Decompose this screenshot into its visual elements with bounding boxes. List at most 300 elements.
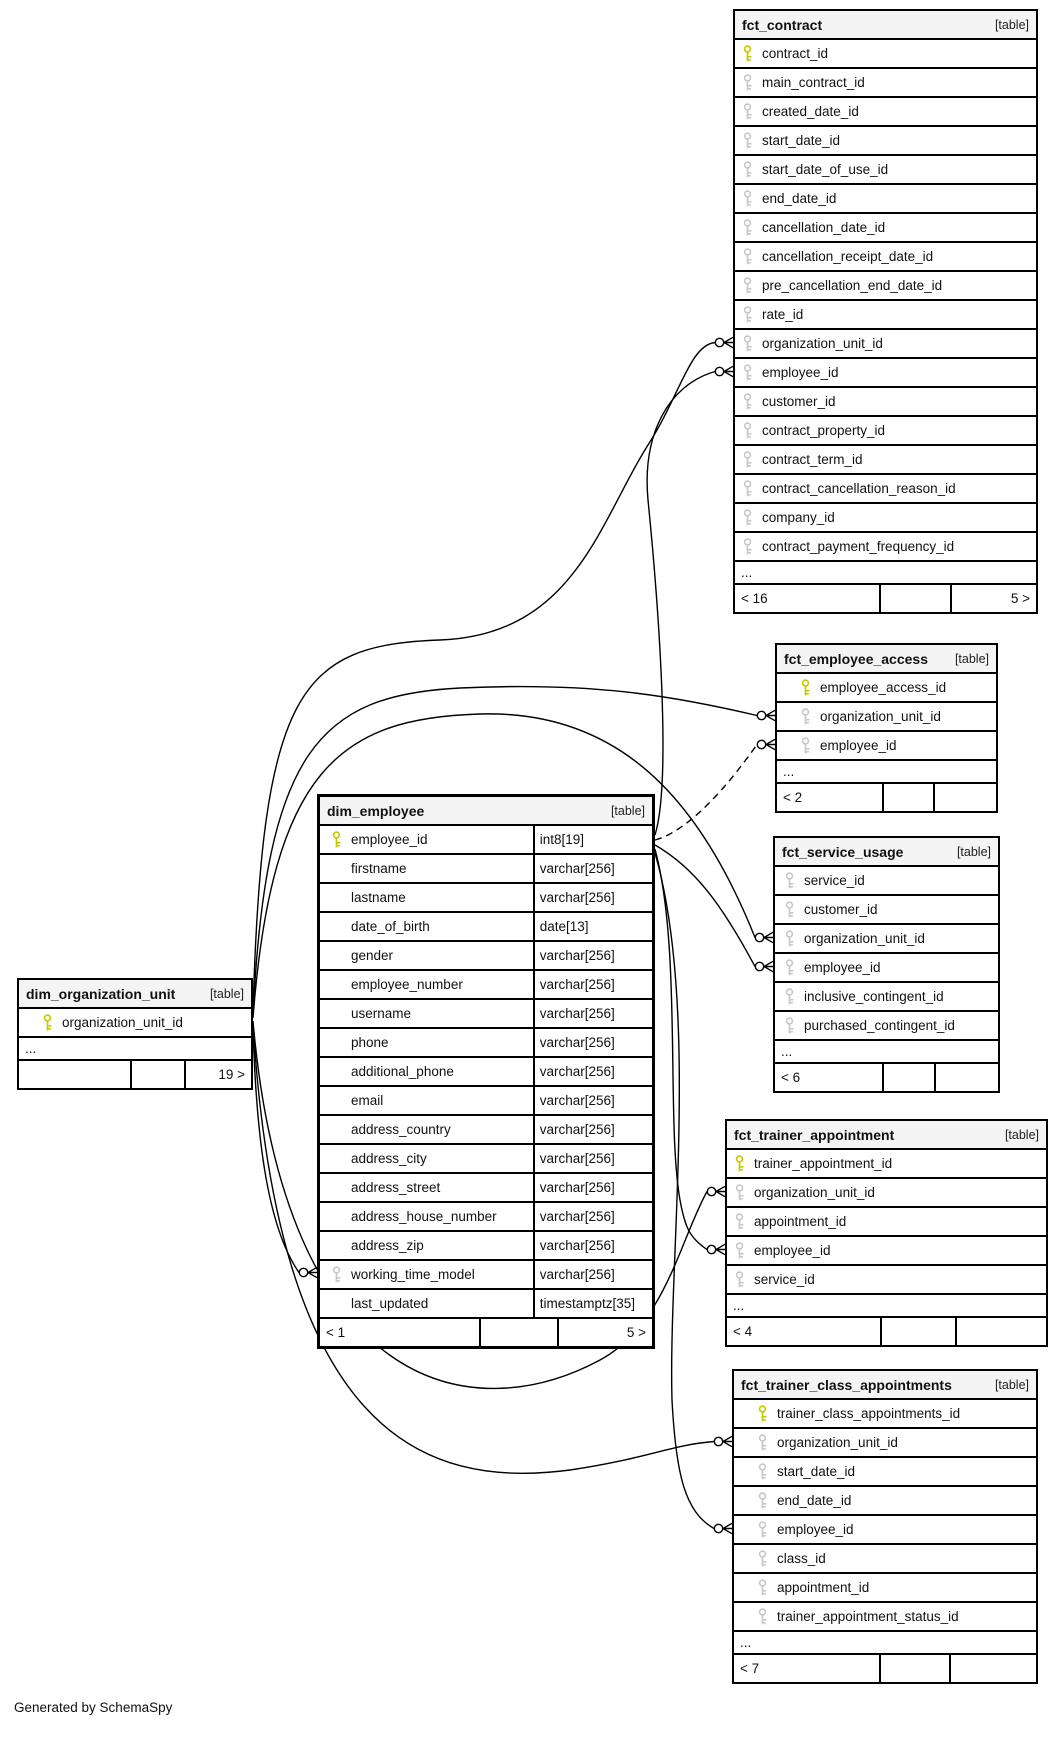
foreign-key-icon: [742, 74, 753, 91]
foreign-key-icon: [784, 988, 795, 1005]
column-row-fct_employee_access-employee_id: [777, 732, 996, 761]
foreign-key-icon: [800, 708, 811, 725]
footer-parents-count: < 2: [783, 790, 803, 805]
column-name: trainer_appointment_id: [754, 1156, 893, 1171]
column-row-fct_trainer_class_appointments-appointment_id: [734, 1574, 1036, 1603]
column-row-dim_employee-address_city: [320, 1145, 652, 1174]
table-node-dim_organization_unit: [17, 978, 253, 1090]
key-slot: [741, 132, 754, 149]
relationship-dim_employee.employee_id-to-fct_contract.employee_id: [647, 372, 715, 836]
more-columns-ellipsis: ...: [735, 562, 1036, 585]
key-slot: [741, 219, 754, 236]
table-node-fct_employee_access: [775, 643, 998, 813]
foreign-key-icon: [742, 335, 753, 352]
foreign-key-icon: [757, 1492, 768, 1509]
column-row-fct_trainer_class_appointments-class_id: [734, 1545, 1036, 1574]
table-tag: [table]: [610, 803, 645, 818]
key-slot: [783, 988, 796, 1005]
column-name: address_city: [351, 1151, 427, 1166]
column-name: firstname: [351, 861, 407, 876]
footer-children-count: [951, 1655, 1036, 1682]
column-name: rate_id: [762, 307, 804, 322]
primary-key-icon: [800, 679, 811, 696]
key-slot: [733, 1242, 746, 1259]
foreign-key-icon: [742, 103, 753, 120]
footer-children-count: [936, 1064, 998, 1091]
column-row-fct_contract-company_id: [735, 504, 1036, 533]
column-name: appointment_id: [777, 1580, 870, 1595]
foreign-key-icon: [742, 219, 753, 236]
column-name: trainer_appointment_status_id: [777, 1609, 959, 1624]
column-type: varchar[256]: [533, 1203, 652, 1230]
table-node-dim_employee: [317, 794, 655, 1349]
column-name: username: [351, 1006, 412, 1021]
column-name: company_id: [762, 510, 835, 525]
table-tag: [table]: [956, 844, 991, 859]
column-row-fct_contract-main_contract_id: [735, 69, 1036, 98]
column-row-fct_service_usage-service_id: [775, 867, 998, 896]
foreign-key-icon: [742, 422, 753, 439]
foreign-key-icon: [742, 132, 753, 149]
key-slot: [741, 335, 754, 352]
column-name: employee_id: [777, 1522, 854, 1537]
column-name: appointment_id: [754, 1214, 847, 1229]
key-slot: [783, 930, 796, 947]
table-tag: [table]: [209, 986, 244, 1001]
column-name: employee_id: [804, 960, 881, 975]
column-name: class_id: [777, 1551, 826, 1566]
nullable-circle-connector: [714, 1524, 722, 1532]
column-name: end_date_id: [777, 1493, 852, 1508]
foreign-key-icon: [742, 538, 753, 555]
column-name: additional_phone: [351, 1064, 454, 1079]
crows-foot-connector: [724, 337, 733, 347]
key-slot: [741, 190, 754, 207]
column-name: inclusive_contingent_id: [804, 989, 944, 1004]
column-name: contract_property_id: [762, 423, 886, 438]
table-footer-fct_trainer_appointment: [727, 1318, 1046, 1345]
table-node-fct_contract: [733, 9, 1038, 614]
relationship-dim_employee.employee_id-to-fct_employee_access.employee_id: [655, 745, 757, 841]
column-type: varchar[256]: [533, 1116, 652, 1143]
column-row-dim_employee-gender: [320, 942, 652, 971]
footer-parents-count: < 6: [781, 1070, 801, 1085]
column-name: start_date_id: [777, 1464, 856, 1479]
table-header-dim_organization_unit: [19, 980, 251, 1009]
column-row-fct_contract-contract_term_id: [735, 446, 1036, 475]
column-name: phone: [351, 1035, 389, 1050]
column-name: employee_id: [820, 738, 897, 753]
key-slot: [799, 737, 812, 754]
column-row-dim_employee-username: [320, 1000, 652, 1029]
column-row-dim_employee-working_time_model: [320, 1261, 652, 1290]
column-name: email: [351, 1093, 384, 1108]
footer-middle-cell: [882, 784, 935, 811]
column-name: service_id: [754, 1272, 815, 1287]
column-row-fct_contract-contract_property_id: [735, 417, 1036, 446]
column-row-dim_employee-additional_phone: [320, 1058, 652, 1087]
column-row-dim_employee-address_country: [320, 1116, 652, 1145]
column-row-fct_service_usage-employee_id: [775, 954, 998, 983]
column-row-dim_employee-lastname: [320, 884, 652, 913]
column-type: varchar[256]: [533, 942, 652, 969]
column-name: date_of_birth: [351, 919, 430, 934]
column-row-fct_contract-pre_cancellation_end_date_id: [735, 272, 1036, 301]
column-name: trainer_class_appointments_id: [777, 1406, 961, 1421]
footer-children-count: 19 >: [218, 1067, 245, 1082]
table-header-fct_contract: [735, 11, 1036, 40]
foreign-key-icon: [742, 364, 753, 381]
key-slot: [756, 1608, 769, 1625]
nullable-circle-connector: [757, 711, 765, 719]
column-name: purchased_contingent_id: [804, 1018, 955, 1033]
column-row-fct_trainer_appointment-service_id: [727, 1266, 1046, 1295]
footer-parents-count: < 16: [741, 591, 768, 606]
foreign-key-icon: [757, 1579, 768, 1596]
key-slot: [741, 393, 754, 410]
foreign-key-icon: [734, 1184, 745, 1201]
footer-middle-cell: [880, 1318, 957, 1345]
key-slot: [733, 1155, 746, 1172]
column-row-fct_employee_access-organization_unit_id: [777, 703, 996, 732]
footer-children-count: 5 >: [626, 1325, 646, 1340]
table-header-fct_employee_access: [777, 645, 996, 674]
key-slot: [733, 1213, 746, 1230]
foreign-key-icon: [331, 1266, 342, 1283]
key-slot: [741, 248, 754, 265]
table-header-dim_employee: [320, 797, 652, 826]
column-name: organization_unit_id: [62, 1015, 183, 1030]
nullable-circle-connector: [714, 1437, 722, 1445]
column-row-fct_contract-cancellation_date_id: [735, 214, 1036, 243]
column-row-dim_employee-employee_id: [320, 826, 652, 855]
column-row-dim_employee-email: [320, 1087, 652, 1116]
table-header-fct_service_usage: [775, 838, 998, 867]
column-name: contract_payment_frequency_id: [762, 539, 955, 554]
column-name: employee_id: [754, 1243, 831, 1258]
column-row-dim_employee-last_updated: [320, 1290, 652, 1319]
column-row-dim_organization_unit-organization_unit_id: [19, 1009, 251, 1038]
key-slot: [741, 509, 754, 526]
column-name: created_date_id: [762, 104, 859, 119]
column-row-dim_employee-firstname: [320, 855, 652, 884]
column-row-fct_trainer_class_appointments-start_date_id: [734, 1458, 1036, 1487]
table-footer-fct_employee_access: [777, 784, 996, 811]
column-type: date[13]: [533, 913, 652, 940]
key-slot: [741, 277, 754, 294]
table-tag: [table]: [954, 651, 989, 666]
column-row-fct_contract-created_date_id: [735, 98, 1036, 127]
key-slot: [741, 103, 754, 120]
key-slot: [41, 1014, 54, 1031]
foreign-key-icon: [800, 737, 811, 754]
foreign-key-icon: [757, 1521, 768, 1538]
column-row-dim_employee-phone: [320, 1029, 652, 1058]
key-slot: [741, 161, 754, 178]
key-slot: [733, 1184, 746, 1201]
column-row-fct_trainer_class_appointments-employee_id: [734, 1516, 1036, 1545]
column-name: organization_unit_id: [804, 931, 925, 946]
column-type: varchar[256]: [533, 1029, 652, 1056]
foreign-key-icon: [742, 480, 753, 497]
table-tag: [table]: [994, 17, 1029, 32]
foreign-key-icon: [757, 1550, 768, 1567]
primary-key-icon: [734, 1155, 745, 1172]
column-row-fct_trainer_class_appointments-organization_unit_id: [734, 1429, 1036, 1458]
table-footer-fct_contract: [735, 585, 1036, 612]
footer-middle-cell: [879, 1655, 951, 1682]
table-header-fct_trainer_class_appointments: [734, 1371, 1036, 1400]
foreign-key-icon: [734, 1271, 745, 1288]
column-name: cancellation_receipt_date_id: [762, 249, 934, 264]
column-row-fct_contract-contract_payment_frequency_id: [735, 533, 1036, 562]
relationship-dim_employee.employee_id-to-fct_service_usage.employee_id: [655, 845, 755, 967]
footer-parents-count: < 4: [733, 1324, 753, 1339]
column-name: working_time_model: [351, 1267, 475, 1282]
relationship-dim_employee.employee_id-to-fct_trainer_appointment.employee_id: [655, 849, 707, 1250]
more-columns-ellipsis: ...: [727, 1295, 1046, 1318]
footer-middle-cell: [879, 585, 951, 612]
crows-foot-connector: [764, 961, 773, 971]
crows-foot-connector: [764, 932, 773, 942]
column-type: varchar[256]: [533, 1232, 652, 1259]
footer-children-count: 5 >: [1010, 591, 1030, 606]
column-row-dim_employee-address_zip: [320, 1232, 652, 1261]
column-row-dim_employee-date_of_birth: [320, 913, 652, 942]
footer-middle-cell: [882, 1064, 936, 1091]
primary-key-icon: [331, 831, 342, 848]
column-row-fct_trainer_appointment-appointment_id: [727, 1208, 1046, 1237]
foreign-key-icon: [784, 959, 795, 976]
column-type: varchar[256]: [533, 855, 652, 882]
column-row-dim_employee-address_street: [320, 1174, 652, 1203]
nullable-circle-connector: [715, 367, 723, 375]
foreign-key-icon: [742, 277, 753, 294]
footer-children-count: [935, 784, 996, 811]
foreign-key-icon: [734, 1242, 745, 1259]
nullable-circle-connector: [755, 933, 763, 941]
table-name-fct_contract[interactable]: fct_contract: [742, 16, 823, 33]
column-name: cancellation_date_id: [762, 220, 886, 235]
column-name: address_country: [351, 1122, 451, 1137]
column-row-fct_contract-rate_id: [735, 301, 1036, 330]
foreign-key-icon: [742, 509, 753, 526]
column-name: employee_id: [762, 365, 839, 380]
column-row-fct_contract-start_date_id: [735, 127, 1036, 156]
key-slot: [756, 1492, 769, 1509]
table-name-fct_employee_access[interactable]: fct_employee_access: [784, 650, 928, 667]
column-name: address_street: [351, 1180, 441, 1195]
column-row-fct_contract-organization_unit_id: [735, 330, 1036, 359]
table-name-fct_trainer_appointment[interactable]: fct_trainer_appointment: [734, 1126, 895, 1143]
key-slot: [330, 831, 343, 848]
column-type: varchar[256]: [533, 1261, 652, 1288]
table-node-fct_service_usage: [773, 836, 1000, 1093]
column-name: gender: [351, 948, 394, 963]
crows-foot-connector: [723, 1436, 732, 1446]
column-name: main_contract_id: [762, 75, 865, 90]
table-tag: [table]: [1004, 1127, 1039, 1142]
column-name: end_date_id: [762, 191, 837, 206]
column-name: customer_id: [804, 902, 878, 917]
crows-foot-connector: [716, 1244, 725, 1254]
key-slot: [756, 1550, 769, 1567]
table-footer-fct_trainer_class_appointments: [734, 1655, 1036, 1682]
foreign-key-icon: [742, 161, 753, 178]
primary-key-icon: [742, 45, 753, 62]
footer-parents-count: < 1: [326, 1325, 346, 1340]
table-name-fct_service_usage[interactable]: fct_service_usage: [782, 843, 904, 860]
key-slot: [756, 1579, 769, 1596]
column-name: service_id: [804, 873, 865, 888]
column-row-fct_contract-start_date_of_use_id: [735, 156, 1036, 185]
table-node-fct_trainer_appointment: [725, 1119, 1048, 1347]
column-name: address_zip: [351, 1238, 424, 1253]
table-name-dim_organization_unit[interactable]: dim_organization_unit: [26, 985, 176, 1002]
key-slot: [783, 959, 796, 976]
footer-middle-cell: [130, 1061, 186, 1088]
column-name: lastname: [351, 890, 406, 905]
column-name: organization_unit_id: [777, 1435, 898, 1450]
column-name: pre_cancellation_end_date_id: [762, 278, 943, 293]
column-type: timestamptz[35]: [533, 1290, 652, 1317]
crows-foot-connector: [308, 1267, 317, 1277]
table-footer-fct_service_usage: [775, 1064, 998, 1091]
primary-key-icon: [757, 1405, 768, 1422]
column-row-fct_employee_access-employee_access_id: [777, 674, 996, 703]
table-header-fct_trainer_appointment: [727, 1121, 1046, 1150]
key-slot: [783, 1017, 796, 1034]
foreign-key-icon: [742, 190, 753, 207]
column-row-fct_trainer_appointment-trainer_appointment_id: [727, 1150, 1046, 1179]
foreign-key-icon: [742, 451, 753, 468]
footer-children-count: [957, 1318, 1046, 1345]
column-name: contract_term_id: [762, 452, 863, 467]
column-name: organization_unit_id: [820, 709, 941, 724]
column-name: employee_access_id: [820, 680, 947, 695]
column-name: employee_id: [351, 832, 428, 847]
key-slot: [741, 74, 754, 91]
relationship-dim_organization_unit.organization_unit_id-to-dim_employee.working_time_model: [253, 1027, 299, 1273]
key-slot: [330, 1266, 343, 1283]
nullable-circle-connector: [715, 338, 723, 346]
column-row-fct_service_usage-customer_id: [775, 896, 998, 925]
table-node-fct_trainer_class_appointments: [732, 1369, 1038, 1684]
key-slot: [741, 480, 754, 497]
foreign-key-icon: [784, 930, 795, 947]
column-name: contract_id: [762, 46, 829, 61]
nullable-circle-connector: [755, 962, 763, 970]
key-slot: [741, 45, 754, 62]
table-name-fct_trainer_class_appointments[interactable]: fct_trainer_class_appointments: [741, 1376, 952, 1393]
column-row-fct_contract-cancellation_receipt_date_id: [735, 243, 1036, 272]
crows-foot-connector: [723, 1523, 732, 1533]
table-footer-dim_employee: [320, 1319, 652, 1346]
more-columns-ellipsis: ...: [19, 1038, 251, 1061]
footer-middle-cell: [479, 1319, 559, 1346]
column-type: varchar[256]: [533, 1000, 652, 1027]
crows-foot-connector: [724, 366, 733, 376]
column-name: organization_unit_id: [762, 336, 883, 351]
column-type: varchar[256]: [533, 971, 652, 998]
more-columns-ellipsis: ...: [777, 761, 996, 784]
key-slot: [756, 1405, 769, 1422]
column-type: varchar[256]: [533, 1087, 652, 1114]
nullable-circle-connector: [707, 1245, 715, 1253]
key-slot: [783, 872, 796, 889]
key-slot: [756, 1463, 769, 1480]
column-type: int8[19]: [533, 826, 652, 853]
key-slot: [733, 1271, 746, 1288]
column-row-fct_service_usage-inclusive_contingent_id: [775, 983, 998, 1012]
footer-parents-count: < 7: [740, 1661, 760, 1676]
column-row-fct_trainer_appointment-employee_id: [727, 1237, 1046, 1266]
column-name: contract_cancellation_reason_id: [762, 481, 956, 496]
table-tag: [table]: [994, 1377, 1029, 1392]
more-columns-ellipsis: ...: [734, 1632, 1036, 1655]
crows-foot-connector: [716, 1186, 725, 1196]
foreign-key-icon: [784, 901, 795, 918]
nullable-circle-connector: [757, 740, 765, 748]
column-type: varchar[256]: [533, 1058, 652, 1085]
foreign-key-icon: [742, 393, 753, 410]
column-row-fct_trainer_class_appointments-end_date_id: [734, 1487, 1036, 1516]
column-name: customer_id: [762, 394, 836, 409]
column-row-fct_service_usage-organization_unit_id: [775, 925, 998, 954]
key-slot: [783, 901, 796, 918]
column-type: varchar[256]: [533, 1145, 652, 1172]
column-row-fct_trainer_appointment-organization_unit_id: [727, 1179, 1046, 1208]
table-footer-dim_organization_unit: [19, 1061, 251, 1088]
foreign-key-icon: [757, 1434, 768, 1451]
column-row-fct_contract-end_date_id: [735, 185, 1036, 214]
column-row-fct_service_usage-purchased_contingent_id: [775, 1012, 998, 1041]
column-row-fct_contract-contract_id: [735, 40, 1036, 69]
key-slot: [741, 422, 754, 439]
column-row-fct_trainer_class_appointments-trainer_class_appointments_id: [734, 1400, 1036, 1429]
column-name: organization_unit_id: [754, 1185, 875, 1200]
column-row-fct_trainer_class_appointments-trainer_appointment_status_id: [734, 1603, 1036, 1632]
key-slot: [741, 538, 754, 555]
column-row-fct_contract-customer_id: [735, 388, 1036, 417]
foreign-key-icon: [757, 1463, 768, 1480]
column-name: address_house_number: [351, 1209, 497, 1224]
generated-by-credit: Generated by SchemaSpy: [14, 1700, 173, 1715]
relationship-dim_employee.employee_id-to-fct_trainer_class_appointments.employee_id: [655, 853, 714, 1529]
foreign-key-icon: [734, 1213, 745, 1230]
crows-foot-connector: [766, 739, 775, 749]
primary-key-icon: [42, 1014, 53, 1031]
column-row-dim_employee-employee_number: [320, 971, 652, 1000]
foreign-key-icon: [757, 1608, 768, 1625]
nullable-circle-connector: [299, 1268, 307, 1276]
column-row-fct_contract-contract_cancellation_reason_id: [735, 475, 1036, 504]
foreign-key-icon: [784, 1017, 795, 1034]
more-columns-ellipsis: ...: [775, 1041, 998, 1064]
table-name-dim_employee[interactable]: dim_employee: [327, 802, 425, 819]
column-name: start_date_of_use_id: [762, 162, 889, 177]
footer-parents-count: [19, 1061, 130, 1088]
nullable-circle-connector: [707, 1187, 715, 1195]
column-name: start_date_id: [762, 133, 841, 148]
column-name: last_updated: [351, 1296, 429, 1311]
key-slot: [756, 1434, 769, 1451]
key-slot: [741, 364, 754, 381]
crows-foot-connector: [766, 710, 775, 720]
key-slot: [799, 679, 812, 696]
key-slot: [799, 708, 812, 725]
foreign-key-icon: [742, 306, 753, 323]
